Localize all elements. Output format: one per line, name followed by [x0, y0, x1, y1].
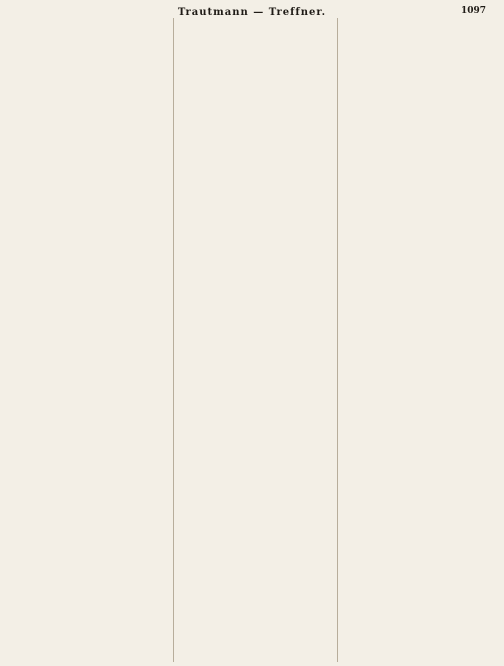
directory-columns [10, 18, 494, 662]
column-3 [337, 18, 494, 662]
page-number: 1097 [460, 6, 486, 16]
column-2 [173, 18, 330, 662]
running-head: Trautmann — Treffner. [177, 6, 327, 18]
column-1 [10, 18, 167, 662]
page-header [10, 6, 494, 18]
